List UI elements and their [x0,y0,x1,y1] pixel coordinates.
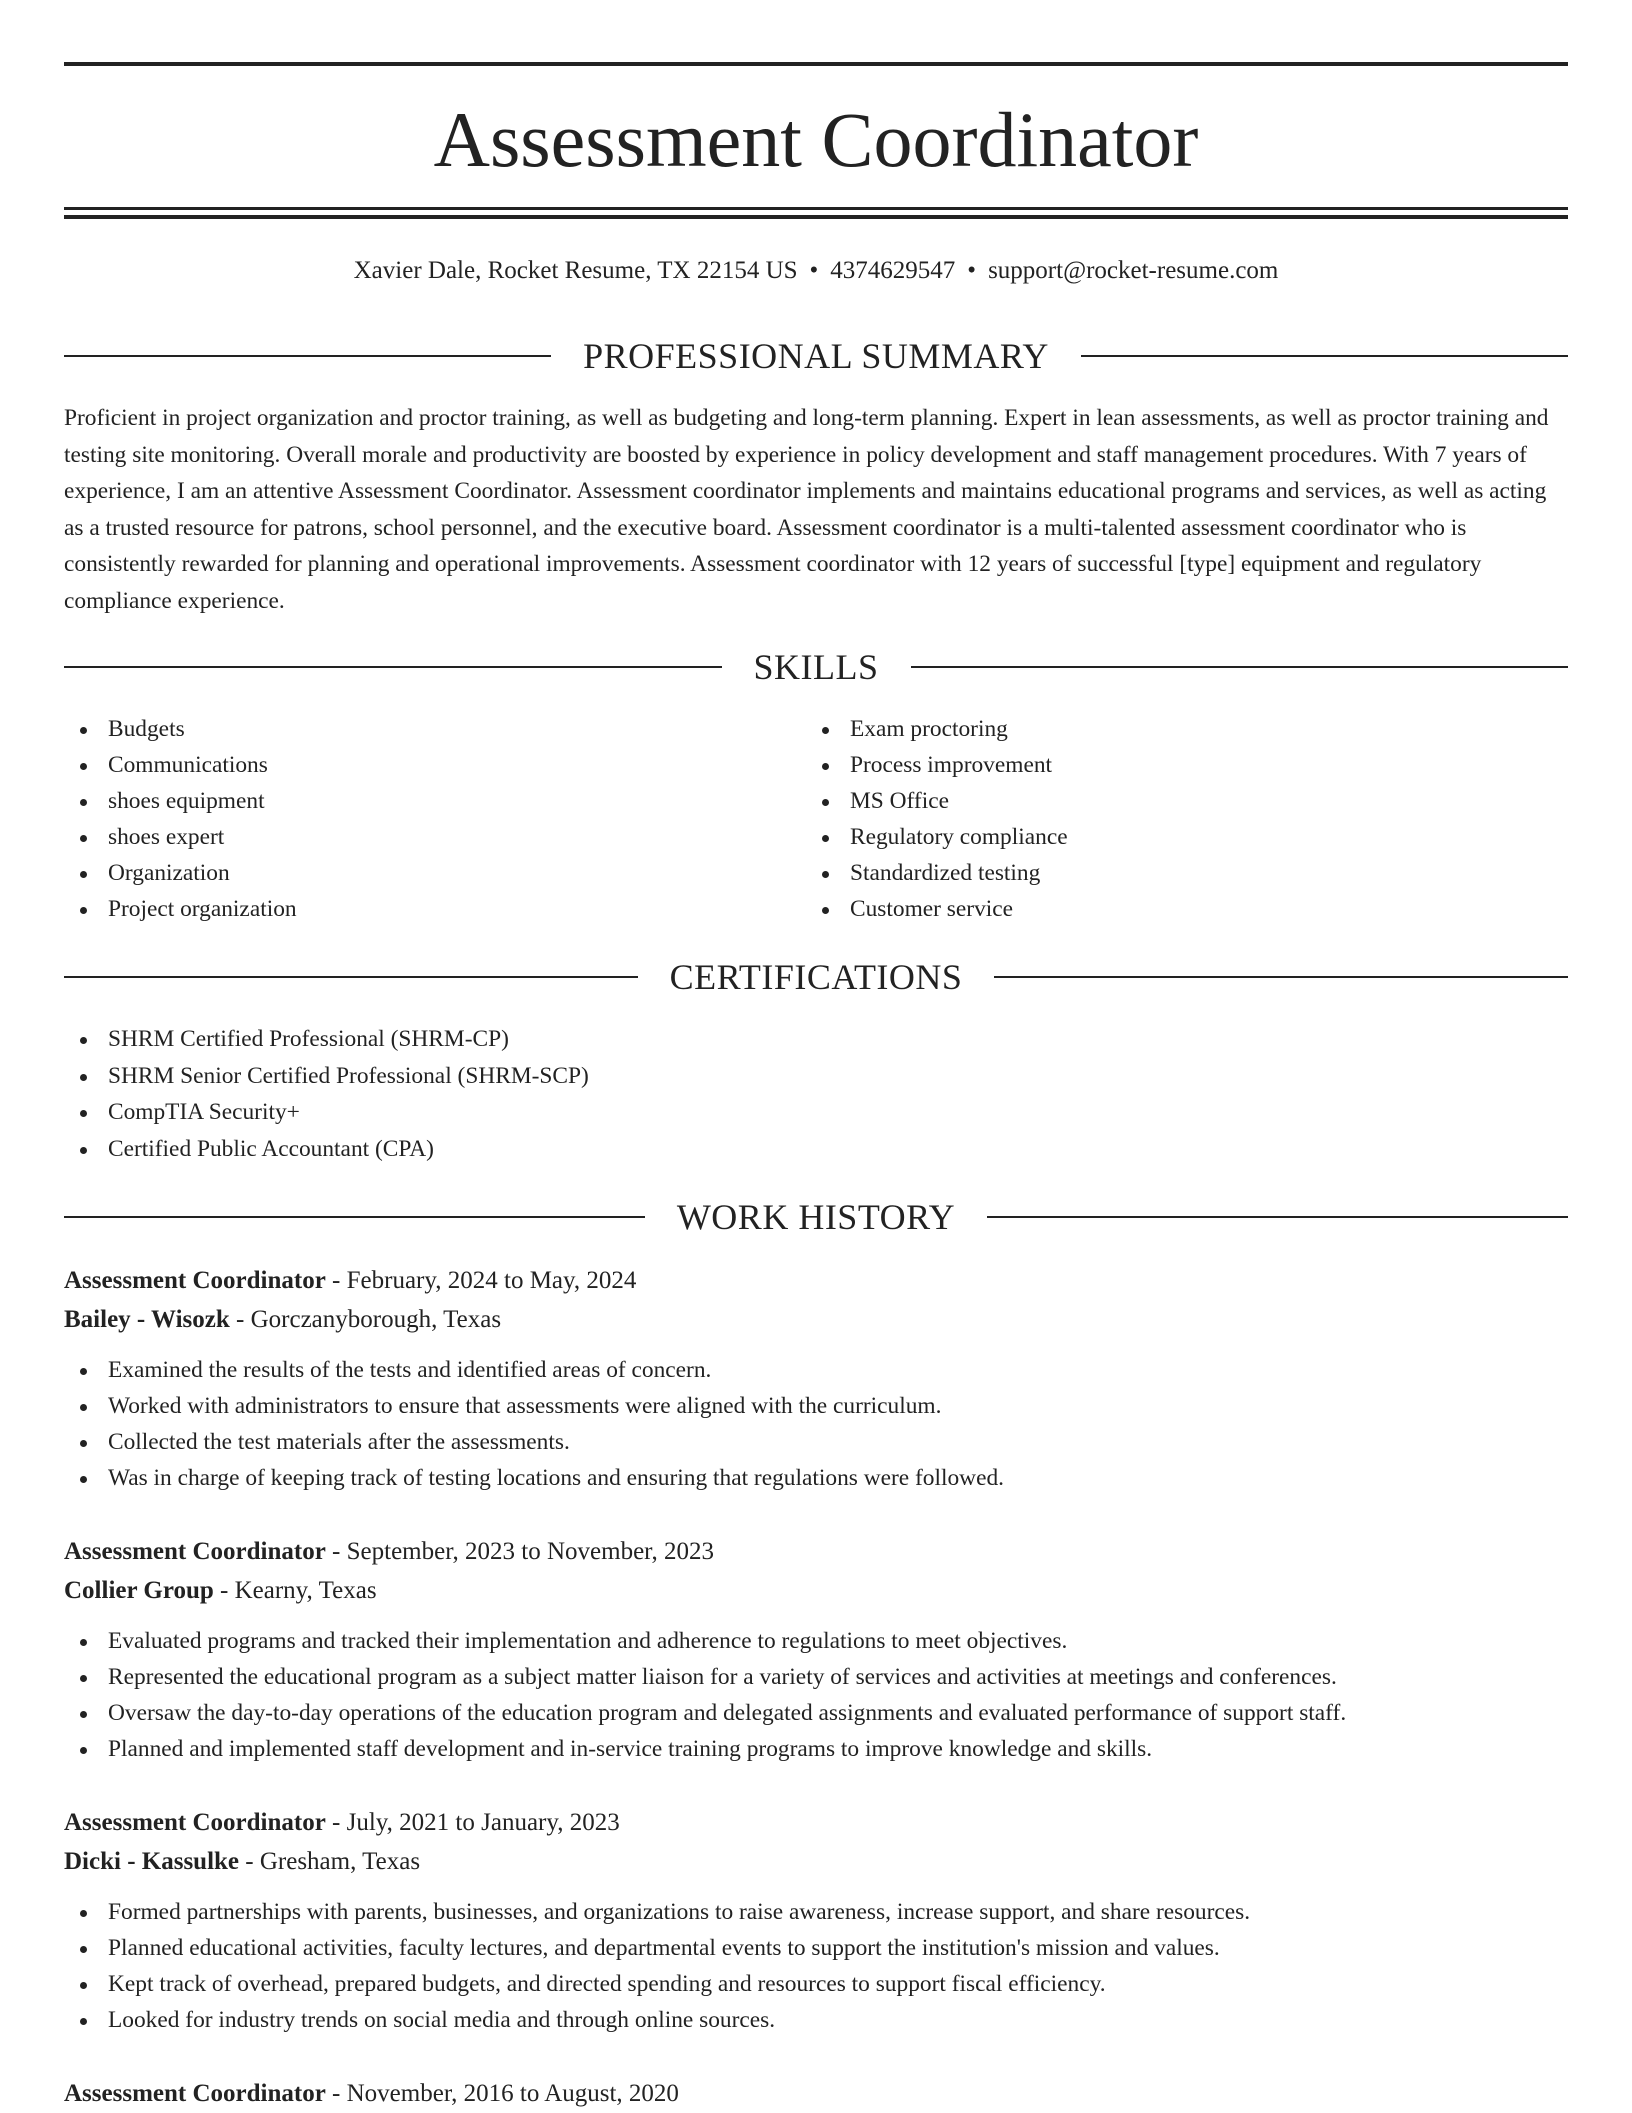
job-location: - Gresham, Texas [239,1848,421,1875]
job-bullet: Collected the test materials after the assessments. [64,1424,1568,1460]
certifications-list [64,1021,589,1168]
job-company-line [64,1301,1568,1339]
certification-item: CompTIA Security+ [64,1094,589,1131]
certification-item: Certified Public Accountant (CPA) [64,1131,589,1168]
job-title-line [64,1804,1568,1842]
header-double-rule-lower [64,215,1568,219]
certification-item: SHRM Certified Professional (SHRM-CP) [64,1021,589,1058]
contact-separator: • [967,257,977,284]
job-bullet: Represented the educational program as a subject matter liaison for a variety of services and activities at meetings and conferences. [64,1659,1568,1695]
job-bullet: Examined the results of the tests and identified areas of concern. [64,1352,1568,1388]
contact-address: Xavier Dale, Rocket Resume, TX 22154 US [353,257,798,284]
job-bullets [64,1623,1568,1767]
section-divider-right [1081,355,1568,357]
section-heading-label: PROFESSIONAL SUMMARY [583,336,1049,376]
section-heading-skills [64,645,1568,689]
job-bullet: Planned educational activities, faculty lectures, and departmental events to support the institution's mission and values. [64,1930,1568,1966]
section-divider-left [64,355,551,357]
skill-item: Organization [64,855,297,891]
section-heading-summary [64,334,1568,378]
job-dates: - February, 2024 to May, 2024 [325,1267,637,1294]
job-dates: - November, 2016 to August, 2020 [325,2080,679,2107]
job-company-line [64,1843,1568,1881]
section-divider-right [911,666,1569,668]
job-company: Bailey - Wisozk [64,1306,230,1333]
skills-list-left [64,711,297,927]
skill-item: Regulatory compliance [806,819,1068,855]
job-title: Assessment Coordinator [64,1809,326,1836]
job-title: Assessment Coordinator [64,2080,326,2107]
job-title-line [64,2075,1568,2113]
resume-title: Assessment Coordinator [433,96,1199,183]
section-divider-right [987,1216,1568,1218]
section-divider-left [64,1216,645,1218]
section-divider-right [994,976,1568,978]
section-heading-work-history [64,1195,1568,1239]
skill-item: shoes equipment [64,783,297,819]
job-bullet: Evaluated programs and tracked their implementation and adherence to regulations to meet objectives. [64,1623,1568,1659]
summary-text: Proficient in project organization and proctor training, as well as budgeting and long-term planning. Expert in lean assessments, as well as proctor training and testing site monitoring. Overall morale and productivity are boosted by experience in policy development and staff management procedures. With 7 years of experience, I am an attentive Assessment Coordinator. Assessment coordinator implements and maintains educational programs and services, as well as acting as a trusted resource for patrons, school personnel, and the executive board. Assessment coordinator is a multi-talented assessment coordinator who is consistently rewarded for planning and operational improvements. Assessment coordinator with 12 years of successful [type] equipment and regulatory compliance experience. [64,405,1549,614]
section-heading-label: WORK HISTORY [676,1197,956,1237]
skill-item: Process improvement [806,747,1068,783]
section-heading-certifications [64,955,1568,999]
job-location: - Gorczanyborough, Texas [229,1306,502,1333]
section-heading-label: CERTIFICATIONS [669,957,963,997]
section-divider-left [64,666,722,668]
job-bullet: Planned and implemented staff development and in-service training programs to improve knowledge and skills. [64,1731,1568,1767]
job-bullet: Looked for industry trends on social media and through online sources. [64,2002,1568,2038]
job-entry [64,1533,1568,1767]
job-dates: - September, 2023 to November, 2023 [325,1538,714,1565]
skill-item: Customer service [806,891,1068,927]
skill-item: MS Office [806,783,1068,819]
job-location: - Kearny, Texas [213,1577,377,1604]
job-bullet: Kept track of overhead, prepared budgets, and directed spending and resources to support fiscal efficiency. [64,1966,1568,2002]
skill-item: Communications [64,747,297,783]
section-divider-left [64,976,638,978]
contact-line [64,255,1568,287]
job-company: Dicki - Kassulke [64,1848,240,1875]
job-entry [64,2075,1568,2113]
job-bullet: Oversaw the day-to-day operations of the education program and delegated assignments and evaluated performance of support staff. [64,1695,1568,1731]
contact-separator: • [809,257,819,284]
job-title: Assessment Coordinator [64,1267,326,1294]
job-entry [64,1262,1568,1496]
skill-item: shoes expert [64,819,297,855]
job-bullets [64,1352,1568,1496]
job-bullet: Formed partnerships with parents, businesses, and organizations to raise awareness, increase support, and share resources. [64,1894,1568,1930]
header-double-rule-upper [64,207,1568,210]
job-company-line [64,1572,1568,1610]
job-bullets [64,1894,1568,2038]
job-bullet: Was in charge of keeping track of testing locations and ensuring that regulations were followed. [64,1460,1568,1496]
header-top-rule [64,62,1568,66]
job-title: Assessment Coordinator [64,1538,326,1565]
job-title-line [64,1533,1568,1571]
job-entry [64,1804,1568,2038]
job-title-line [64,1262,1568,1300]
section-heading-label: SKILLS [753,647,879,687]
skill-item: Standardized testing [806,855,1068,891]
job-dates: - July, 2021 to January, 2023 [325,1809,620,1836]
job-bullet: Worked with administrators to ensure that assessments were aligned with the curriculum. [64,1388,1568,1424]
skill-item: Project organization [64,891,297,927]
certification-item: SHRM Senior Certified Professional (SHRM-SCP) [64,1058,589,1095]
job-company: Collier Group [64,1577,214,1604]
skill-item: Exam proctoring [806,711,1068,747]
contact-email: support@rocket-resume.com [988,257,1279,284]
skill-item: Budgets [64,711,297,747]
skills-list-right [806,711,1068,927]
contact-phone: 4374629547 [830,257,956,284]
